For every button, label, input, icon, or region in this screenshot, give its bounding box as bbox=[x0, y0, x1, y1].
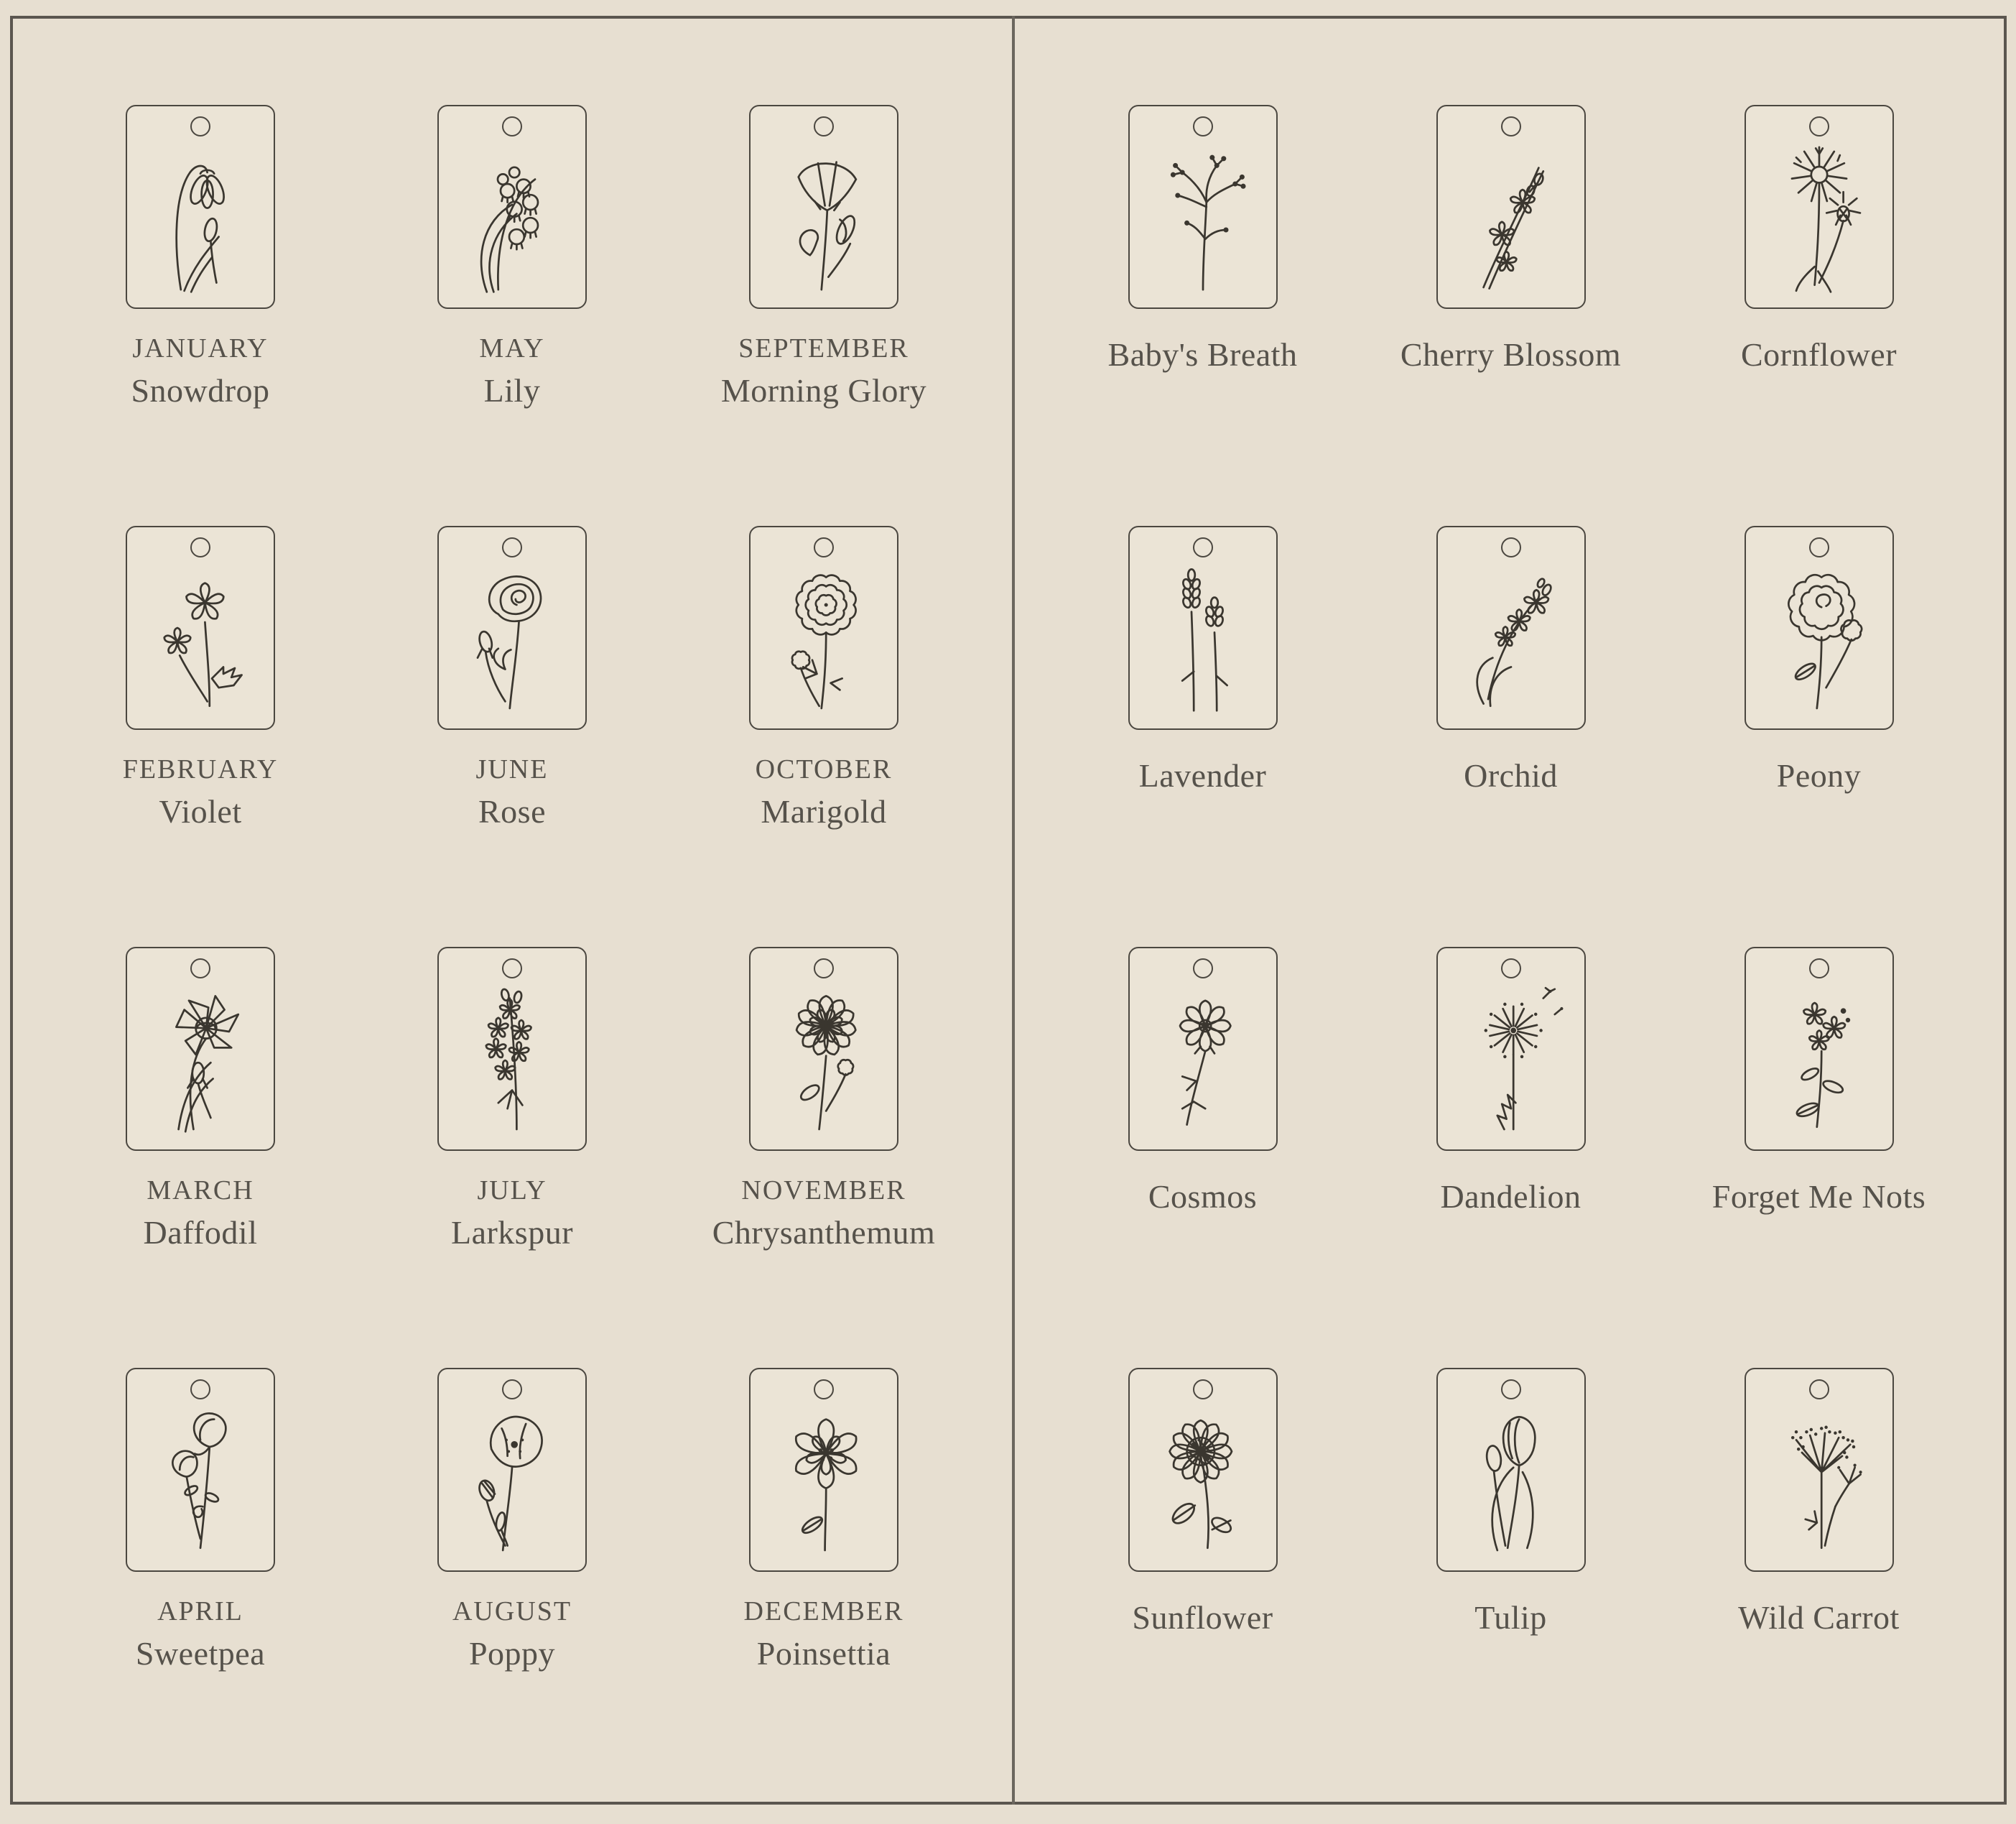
tag-hole-icon bbox=[1501, 537, 1521, 557]
flower-card bbox=[1665, 76, 1973, 497]
flower-name-label: Dandelion bbox=[1440, 1178, 1581, 1215]
gift-tag bbox=[1436, 947, 1586, 1151]
flower-card bbox=[1049, 918, 1357, 1339]
month-label: FEBRUARY bbox=[122, 754, 279, 784]
flower-name-label: Sunflower bbox=[1132, 1599, 1273, 1636]
flower-card bbox=[1049, 1339, 1357, 1760]
gift-tag bbox=[437, 1368, 587, 1572]
flower-card bbox=[356, 497, 668, 918]
poinsettia-flower-icon bbox=[766, 1401, 881, 1562]
flower-name-label: Poinsettia bbox=[756, 1634, 891, 1672]
chrysanthemum-flower-icon bbox=[766, 980, 881, 1141]
flower-card bbox=[1665, 497, 1973, 918]
babys-breath-flower-icon bbox=[1146, 138, 1260, 299]
orchid-flower-icon bbox=[1454, 559, 1569, 720]
cherry-blossom-flower-icon bbox=[1454, 138, 1569, 299]
flower-card bbox=[1665, 918, 1973, 1339]
flower-name-label: Cornflower bbox=[1740, 336, 1897, 373]
rose-flower-icon bbox=[455, 559, 570, 720]
gift-tag bbox=[1128, 105, 1278, 309]
gift-tag bbox=[749, 1368, 898, 1572]
flower-card bbox=[1357, 918, 1665, 1339]
month-label: SEPTEMBER bbox=[738, 333, 909, 364]
cornflower-flower-icon bbox=[1762, 138, 1877, 299]
month-label: DECEMBER bbox=[743, 1596, 904, 1626]
month-label: NOVEMBER bbox=[741, 1175, 906, 1205]
month-label: MAY bbox=[479, 333, 545, 364]
tag-hole-icon bbox=[814, 1379, 834, 1399]
flower-name-label: Poppy bbox=[468, 1634, 556, 1672]
flower-name-label: Lily bbox=[483, 371, 541, 409]
flower-name-label: Lavender bbox=[1138, 757, 1267, 794]
forget-me-nots-flower-icon bbox=[1762, 980, 1877, 1141]
flower-card bbox=[1357, 497, 1665, 918]
peony-flower-icon bbox=[1762, 559, 1877, 720]
tag-hole-icon bbox=[502, 116, 522, 136]
flower-name-label: Snowdrop bbox=[131, 371, 270, 409]
gift-tag bbox=[1436, 526, 1586, 730]
month-label: JANUARY bbox=[132, 333, 269, 364]
gift-tag bbox=[1745, 947, 1894, 1151]
flower-card bbox=[1665, 1339, 1973, 1760]
wild-carrot-flower-icon bbox=[1762, 1401, 1877, 1562]
flower-card bbox=[1357, 76, 1665, 497]
flower-name-label: Orchid bbox=[1464, 757, 1558, 794]
tag-hole-icon bbox=[1501, 958, 1521, 978]
flower-card bbox=[45, 1339, 356, 1760]
flower-card bbox=[668, 1339, 980, 1760]
tag-hole-icon bbox=[1501, 116, 1521, 136]
tag-hole-icon bbox=[1193, 958, 1213, 978]
tag-hole-icon bbox=[1193, 1379, 1213, 1399]
marigold-flower-icon bbox=[766, 559, 881, 720]
flower-name-label: Tulip bbox=[1474, 1599, 1547, 1636]
tag-hole-icon bbox=[1809, 537, 1829, 557]
gift-tag bbox=[126, 526, 275, 730]
flower-card bbox=[356, 918, 668, 1339]
lily-of-the-valley-flower-icon bbox=[455, 138, 570, 299]
gift-tag bbox=[1128, 526, 1278, 730]
gift-tag bbox=[126, 1368, 275, 1572]
tag-hole-icon bbox=[1501, 1379, 1521, 1399]
flower-card bbox=[45, 497, 356, 918]
tag-hole-icon bbox=[1193, 537, 1213, 557]
month-label: JULY bbox=[477, 1175, 547, 1205]
tag-hole-icon bbox=[190, 116, 210, 136]
gift-tag bbox=[1128, 1368, 1278, 1572]
tag-hole-icon bbox=[502, 1379, 522, 1399]
gift-tag bbox=[437, 105, 587, 309]
gift-tag bbox=[1745, 1368, 1894, 1572]
tag-hole-icon bbox=[814, 537, 834, 557]
flower-name-panel bbox=[1016, 16, 2006, 1805]
flower-name-label: Sweetpea bbox=[135, 1634, 266, 1672]
tag-hole-icon bbox=[814, 958, 834, 978]
flower-card bbox=[668, 497, 980, 918]
flower-name-label: Larkspur bbox=[450, 1213, 574, 1251]
violet-flower-icon bbox=[143, 559, 258, 720]
lavender-flower-icon bbox=[1146, 559, 1260, 720]
flower-name-label: Daffodil bbox=[143, 1213, 258, 1251]
flower-name-label: Rose bbox=[478, 792, 546, 830]
gift-tag bbox=[437, 947, 587, 1151]
tag-hole-icon bbox=[1809, 958, 1829, 978]
gift-tag bbox=[126, 105, 275, 309]
flower-name-label: Forget Me Nots bbox=[1711, 1178, 1926, 1215]
month-label: MARCH bbox=[147, 1175, 254, 1205]
month-label: APRIL bbox=[157, 1596, 243, 1626]
month-label: OCTOBER bbox=[755, 754, 893, 784]
tag-hole-icon bbox=[814, 116, 834, 136]
flower-card bbox=[1049, 76, 1357, 497]
birth-month-panel bbox=[11, 16, 1013, 1805]
dandelion-flower-icon bbox=[1454, 980, 1569, 1141]
flower-name-label: Cherry Blossom bbox=[1400, 336, 1622, 373]
larkspur-flower-icon bbox=[455, 980, 570, 1141]
flower-name-label: Wild Carrot bbox=[1738, 1599, 1900, 1636]
month-label: JUNE bbox=[475, 754, 549, 784]
gift-tag bbox=[749, 105, 898, 309]
gift-tag bbox=[749, 526, 898, 730]
tag-hole-icon bbox=[190, 958, 210, 978]
cosmos-flower-icon bbox=[1146, 980, 1260, 1141]
sunflower-flower-icon bbox=[1146, 1401, 1260, 1562]
flower-card bbox=[356, 1339, 668, 1760]
sweetpea-flower-icon bbox=[143, 1401, 258, 1562]
flower-card bbox=[45, 76, 356, 497]
flower-name-label: Morning Glory bbox=[720, 371, 927, 409]
poppy-flower-icon bbox=[455, 1401, 570, 1562]
tag-hole-icon bbox=[502, 958, 522, 978]
tulip-flower-icon bbox=[1454, 1401, 1569, 1562]
tag-hole-icon bbox=[1193, 116, 1213, 136]
gift-tag bbox=[1436, 105, 1586, 309]
tag-hole-icon bbox=[190, 537, 210, 557]
flower-name-label: Baby's Breath bbox=[1107, 336, 1298, 373]
tag-hole-icon bbox=[1809, 1379, 1829, 1399]
tag-hole-icon bbox=[1809, 116, 1829, 136]
flower-card bbox=[1357, 1339, 1665, 1760]
flower-card bbox=[668, 918, 980, 1339]
flower-card bbox=[668, 76, 980, 497]
gift-tag bbox=[1128, 947, 1278, 1151]
flower-card bbox=[45, 918, 356, 1339]
snowdrop-flower-icon bbox=[143, 138, 258, 299]
flower-card bbox=[1049, 497, 1357, 918]
flower-name-label: Cosmos bbox=[1148, 1178, 1258, 1215]
tag-hole-icon bbox=[190, 1379, 210, 1399]
flower-name-label: Marigold bbox=[761, 792, 887, 830]
month-label: AUGUST bbox=[452, 1596, 572, 1626]
morning-glory-flower-icon bbox=[766, 138, 881, 299]
flower-card bbox=[356, 76, 668, 497]
gift-tag bbox=[437, 526, 587, 730]
gift-tag bbox=[126, 947, 275, 1151]
gift-tag bbox=[1436, 1368, 1586, 1572]
gift-tag bbox=[749, 947, 898, 1151]
gift-tag bbox=[1745, 526, 1894, 730]
tag-hole-icon bbox=[502, 537, 522, 557]
daffodil-flower-icon bbox=[143, 980, 258, 1141]
flower-name-label: Chrysanthemum bbox=[712, 1213, 936, 1251]
flower-name-label: Violet bbox=[159, 792, 242, 830]
flower-name-label: Peony bbox=[1776, 757, 1862, 794]
gift-tag bbox=[1745, 105, 1894, 309]
